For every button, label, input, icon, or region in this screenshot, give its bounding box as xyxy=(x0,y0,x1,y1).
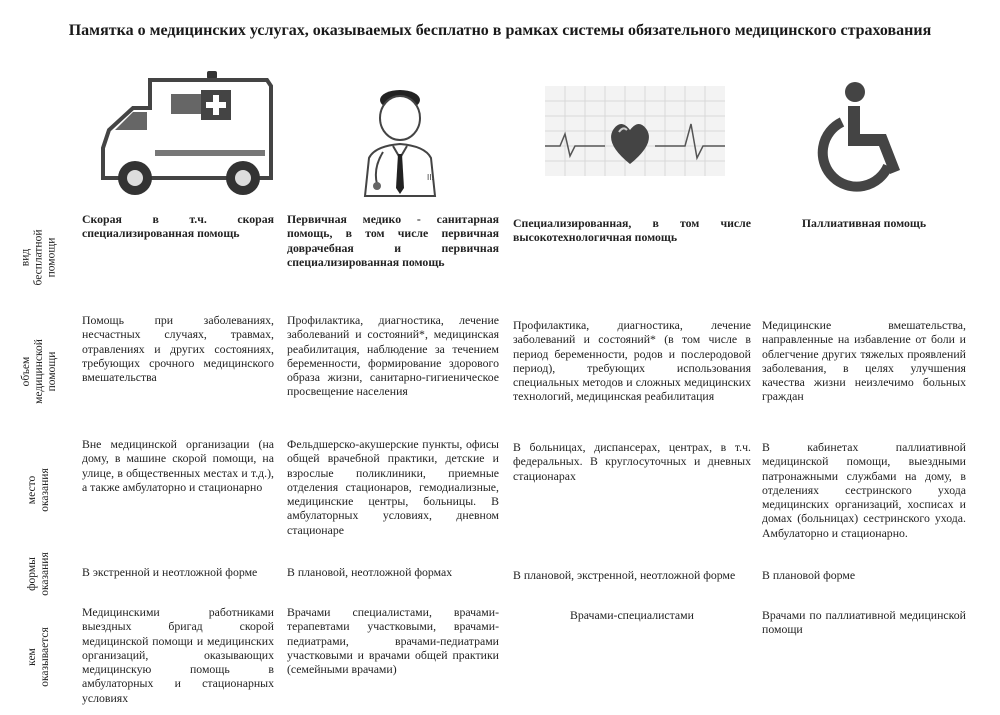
row-label-volume: объем медицинской помощи xyxy=(19,338,58,404)
page-title: Памятка о медицинских услугах, оказываемых бесплатно в рамках системы обязательного медицинского страхования xyxy=(68,22,932,39)
volume-palliative: Медицинские вмешательства, направленные на избавление от боли и облегчение других тяжелых проявлений заболевания, в целях улучшения качества жизни неизлечимо больных граждан xyxy=(762,318,966,404)
by-whom-specialized: Врачами-специалистами xyxy=(570,608,694,622)
volume-specialized: Профилактика, диагностика, лечение заболеваний и состояний* (в том числе в период беременности, родов и послеродовой период), требующих использования специальных методов и сложных медицинских технологий, медицинская реабилитация xyxy=(513,318,751,404)
row-label-place: место оказания xyxy=(26,468,51,512)
volume-primary: Профилактика, диагностика, лечение заболеваний и состояний*, медицинская реабилитация, наблюдение за течением беременности, формирование здорового образа жизни, санитарно-гигиеническое просвещение населения xyxy=(287,313,499,399)
svg-text:II.: II. xyxy=(427,173,434,182)
forms-primary: В плановой, неотложной формах xyxy=(287,565,453,579)
row-label-type: вид бесплатной помощи xyxy=(19,229,58,286)
row-label-by-whom: кем оказывается xyxy=(26,627,51,687)
row-label-forms: формы оказания xyxy=(26,552,51,596)
forms-palliative: В плановой форме xyxy=(762,568,856,582)
place-ambulance: Вне медицинской организации (на дому, в машине скорой помощи, на улице, в общественных местах и т.д.), а также амбулаторно и стационарно xyxy=(82,437,274,494)
wheelchair-icon xyxy=(808,82,918,192)
place-specialized: В больницах, диспансерах, центрах, в т.ч. федеральных. В круглосуточных и дневных стационарах xyxy=(513,440,751,483)
by-whom-ambulance: Медицинскими работниками выездных бригад скорой медицинской помощи и медицинских организаций, оказывающих медицинскую помощь в амбулаторных и стационарных условиях xyxy=(82,605,274,705)
doctor-icon xyxy=(355,88,445,198)
type-specialized: Специализированная, в том числе высокотехнологичная помощь xyxy=(513,216,751,245)
place-primary: Фельдшерско-акушерские пункты, офисы общей врачебной практики, детские и взрослые поликлиники, приемные отделения стационаров, гемодиализные, медицинские центры, больницы. В амбулаторных условиях, дневном стационаре xyxy=(287,437,499,537)
by-whom-palliative: Врачами по паллиативной медицинской помощи xyxy=(762,608,966,637)
forms-specialized: В плановой, экстренной, неотложной форме xyxy=(513,568,736,582)
ambulance-icon xyxy=(95,68,275,198)
type-primary: Первичная медико - санитарная помощь, в том числе первичная доврачебная и первичная специализированная помощь xyxy=(287,212,499,269)
heart-monitor-icon xyxy=(545,86,725,176)
place-palliative: В кабинетах паллиативной медицинской помощи, выездными патронажными службами на дому, в отделениях сестринского ухода медицинских организаций, хосписах и домах (больницах) сестринского ухода. Амбулаторно и стационарно. xyxy=(762,440,966,540)
by-whom-primary: Врачами специалистами, врачами-терапевтами участковыми, врачами-педиатрами, врачами-педиатрами участковыми и врачами общей практики (семейными врачами) xyxy=(287,605,499,677)
forms-ambulance: В экстренной и неотложной форме xyxy=(82,565,258,579)
type-palliative: Паллиативная помощь xyxy=(801,216,927,230)
type-ambulance: Скорая в т.ч. скорая специализированная помощь xyxy=(82,212,274,241)
volume-ambulance: Помощь при заболеваниях, несчастных случаях, травмах, отравлениях и других состояниях, требующих срочного медицинского вмешательства xyxy=(82,313,274,385)
